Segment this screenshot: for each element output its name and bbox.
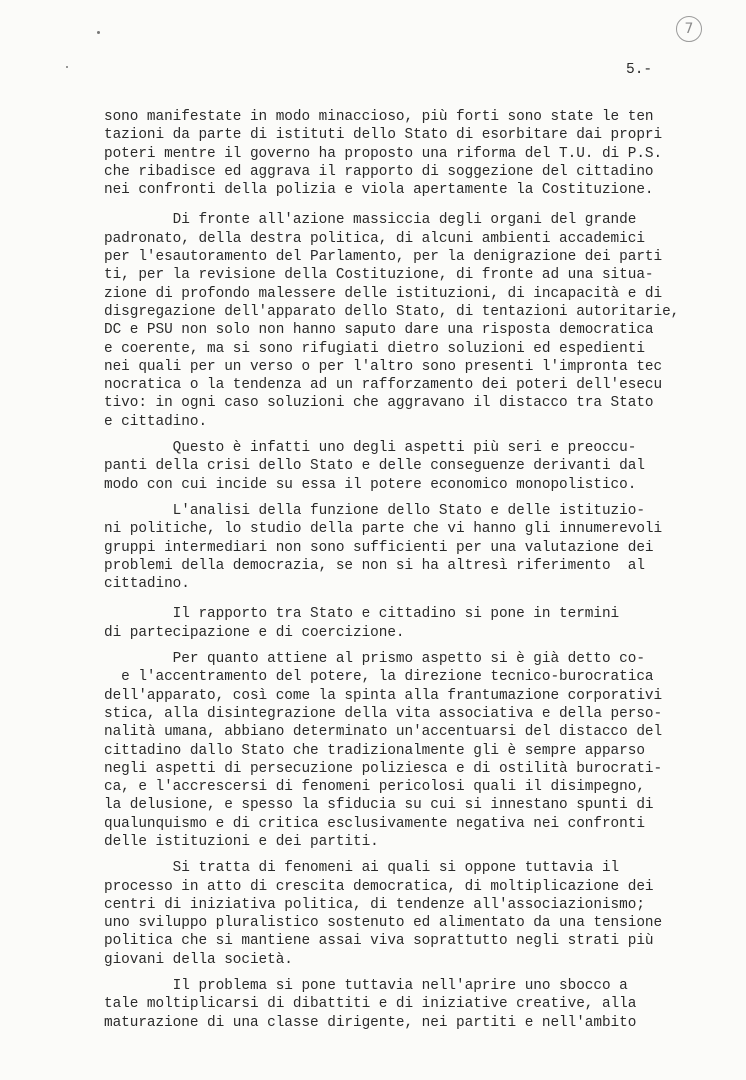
paragraph-p4 [104,502,704,593]
text-line: poteri mentre il governo ha proposto una riforma del T.U. di P.S. [104,145,663,162]
text-line: ti, per la revisione della Costituzione, di fronte ad una situa- [104,267,654,284]
text-line: Per quanto attiene al prismo aspetto si è già detto co- [104,651,645,668]
text-line: che ribadisce ed aggrava il rapporto di soggezione del cittadino [104,163,654,180]
page-stamp [676,16,702,42]
paper-speck [97,31,100,34]
text-line: cittadino dallo Stato che tradizionalmente gli è sempre apparso [104,742,645,759]
paragraph-gap [104,851,704,859]
text-line: Il problema si pone tuttavia nell'aprire uno sbocco a [104,978,628,995]
text-line: dell'apparato, così come la spinta alla frantumazione corporativi [104,687,663,704]
paragraph-gap [104,969,704,977]
text-line: la delusione, e spesso la sfiducia su cui si innestano spunti di [104,797,654,814]
text-line: stica, alla disintegrazione della vita associativa e della perso- [104,705,663,722]
paragraph-p7 [104,859,704,969]
text-line: Si tratta di fenomeni ai quali si oppone tuttavia il [104,860,620,877]
page-number: 5.- [626,62,653,78]
paragraph-p2 [104,211,704,431]
text-line: tivo: in ogni caso soluzioni che aggravano il distacco tra Stato [104,395,654,412]
paragraph-p1 [104,108,704,199]
text-line: problemi della democrazia, se non si ha altresì riferimento al [104,557,645,574]
text-line: processo in atto di crescita democratica, di moltiplicazione dei [104,878,654,895]
text-line: tazioni da parte di istituti dello Stato di esorbitare dai propri [104,127,663,144]
text-line: e l'accentramento del potere, la direzione tecnico-burocratica [104,669,654,686]
text-line: nalità umana, abbiano determinato un'accentuarsi del distacco del [104,724,663,741]
text-line: modo con cui incide su essa il potere economico monopolistico. [104,476,637,493]
text-line: nei quali per un verso o per l'altro sono presenti l'impronta tec [104,358,663,375]
paragraph-p8 [104,977,704,1032]
text-line: politica che si mantiene assai viva soprattutto negli strati più [104,933,654,950]
text-line: disgregazione dell'apparato dello Stato, di tentazioni autoritarie, [104,303,680,320]
body-text [104,108,704,1032]
paragraph-gap [104,593,704,605]
text-line: tale moltiplicarsi di dibattiti e di iniziative creative, alla [104,996,637,1013]
text-line: per l'esautoramento del Parlamento, per la denigrazione dei parti [104,249,663,266]
text-line: di partecipazione e di coercizione. [104,624,405,641]
text-line: delle istituzioni e dei partiti. [104,833,379,850]
text-line: negli aspetti di persecuzione poliziesca e di ostilità burocrati- [104,760,663,777]
text-line: cittadino. [104,576,190,593]
paragraph-gap [104,199,704,211]
paragraph-gap [104,431,704,439]
paragraph-gap [104,642,704,650]
stamp-number: 7 [684,21,694,37]
text-line: ca, e l'accrescersi di fenomeni pericolosi quali il disimpegno, [104,779,645,796]
text-line: uno sviluppo pluralistico sostenuto ed alimentato da una tensione [104,915,663,932]
text-line: Di fronte all'azione massiccia degli organi del grande [104,212,637,229]
text-line: ni politiche, lo studio della parte che vi hanno gli innumerevoli [104,521,663,538]
text-line: nei confronti della polizia e viola apertamente la Costituzione. [104,182,654,199]
text-line: giovani della società. [104,951,293,968]
text-line: e coerente, ma si sono rifugiati dietro soluzioni ed espedienti [104,340,645,357]
paper-speck [66,66,68,68]
text-line: centri di iniziativa politica, di tendenze all'associazionismo; [104,896,645,913]
text-line: padronato, della destra politica, di alcuni ambienti accademici [104,230,645,247]
text-line: e cittadino. [104,413,208,430]
text-line: zione di profondo malessere delle istituzioni, di incapacità e di [104,285,663,302]
text-line: DC e PSU non solo non hanno saputo dare una risposta democratica [104,322,654,339]
text-line: panti della crisi dello Stato e delle conseguenze derivanti dal [104,458,645,475]
text-line: maturazione di una classe dirigente, nei partiti e nell'ambito [104,1014,637,1031]
text-line: Questo è infatti uno degli aspetti più seri e preoccu- [104,440,637,457]
paragraph-p3 [104,439,704,494]
paragraph-p5 [104,605,704,642]
text-line: gruppi intermediari non sono sufficienti per una valutazione dei [104,539,654,556]
text-line: L'analisi della funzione dello Stato e delle istituzio- [104,502,645,519]
paragraph-gap [104,494,704,502]
text-line: sono manifestate in modo minaccioso, più forti sono state le ten [104,109,654,125]
text-line: qualunquismo e di critica esclusivamente negativa nei confronti [104,815,645,832]
text-line: Il rapporto tra Stato e cittadino si pone in termini [104,606,620,623]
paragraph-p6 [104,650,704,851]
text-line: nocratica o la tendenza ad un rafforzamento dei poteri dell'esecu [104,377,663,394]
